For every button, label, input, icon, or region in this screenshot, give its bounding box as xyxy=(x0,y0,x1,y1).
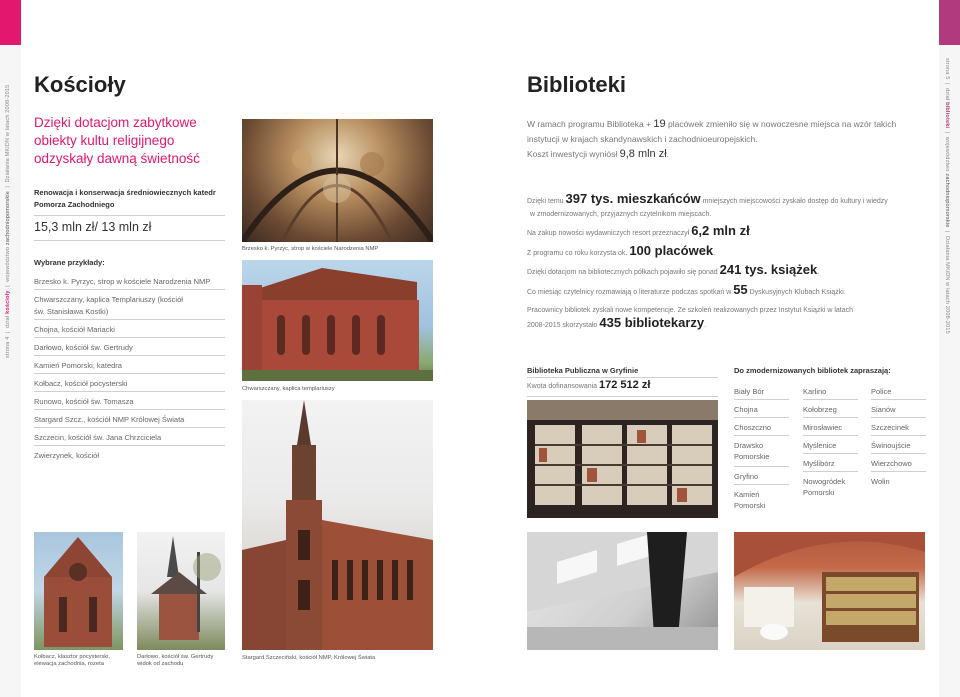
section-name: biblioteki xyxy=(944,102,950,129)
subheading: Renowacja i konserwacja średniowiecznych katedr Pomorza Zachodniego xyxy=(34,188,216,209)
stat-text: Dzięki dotacjom na bibliotecznych półkach pojawiło się ponad xyxy=(527,269,720,276)
stat-text: . xyxy=(704,322,707,329)
brick-room-graphic xyxy=(734,532,925,650)
stargard-caption: Stargard Szczeciński, kościół NMP, Królowej Świata xyxy=(242,655,376,661)
city-item: Chojna xyxy=(734,405,758,414)
stat-text: . xyxy=(817,269,820,276)
list-item: Brzesko k. Pyrzyc, strop w kościele Narodzenia NMP xyxy=(34,277,211,286)
city-item: Myślibórz xyxy=(803,459,835,468)
divider xyxy=(34,215,225,216)
divider xyxy=(803,471,858,472)
city-item: Nowogródek Pomorski xyxy=(803,477,846,497)
list-item: Chwarszczany, kaplica Templariuszy (kościół św. Stanisława Kostki) xyxy=(34,295,183,316)
stargard-church-graphic xyxy=(242,400,433,650)
list-item: Kołbacz, kościół pocysterski xyxy=(34,379,128,388)
chapel-graphic xyxy=(242,260,433,381)
funding-label: Kwota dofinansowania xyxy=(527,383,599,390)
library-intro xyxy=(527,117,917,162)
gryfino-library-photo xyxy=(527,400,718,518)
funding-amount: 15,3 mln zł/ 13 mln zł xyxy=(34,220,152,234)
attic-room-graphic xyxy=(527,532,718,650)
library-shelves-graphic xyxy=(527,400,718,518)
stargard-church-photo xyxy=(242,400,433,650)
divider xyxy=(34,373,225,374)
gryfino-funding xyxy=(527,380,650,392)
right-color-tab xyxy=(939,0,960,45)
divider xyxy=(734,417,789,418)
stat-text: Co miesiąc czytelnicy rozmawiają o literaturze podczas spotkań w xyxy=(527,289,734,296)
city-item: Gryfino xyxy=(734,472,759,481)
list-item: Zwierzynek, kościół xyxy=(34,451,100,460)
cost-value: 9,8 mln zł xyxy=(619,148,667,160)
intro-number: 19 xyxy=(653,118,666,130)
stat-text: w zmodernizowanych, przyjaznych czytelnikom miejscach. xyxy=(530,211,712,218)
stat-residents xyxy=(527,191,888,207)
city-item: Biały Bór xyxy=(734,387,765,396)
kolbacz-graphic xyxy=(34,532,123,650)
city-item: Sianów xyxy=(871,405,896,414)
darlowo-photo xyxy=(137,532,225,650)
left-color-tab xyxy=(0,0,21,45)
chapel-photo xyxy=(242,260,433,381)
list-item: Runowo, kościół św. Tomasza xyxy=(34,397,134,406)
divider xyxy=(34,445,225,446)
stat-librarians xyxy=(527,315,707,331)
footer-label: Działania MKiDN w latach 2008-2015 xyxy=(5,84,11,183)
stat-new-books-funding xyxy=(527,223,752,239)
ceiling-caption: Brzesko k. Pyrzyc, strop w kościele Narodzenia NMP xyxy=(242,246,379,252)
stat-book-clubs xyxy=(527,282,846,298)
list-item: Chojna, kościół Mariacki xyxy=(34,325,115,334)
left-side-strip xyxy=(0,0,21,697)
darlowo-graphic xyxy=(137,532,225,650)
city-item: Drawsko Pomorskie xyxy=(734,441,770,461)
list-item: Stargard Szcz., kościół NMP Królowej Świata xyxy=(34,415,185,424)
gryfino-heading: Biblioteka Publiczna w Gryfinie xyxy=(527,366,639,375)
city-item: Szczecinek xyxy=(871,423,909,432)
stat-number: 6,2 mln zł xyxy=(691,223,750,238)
divider xyxy=(34,319,225,320)
divider xyxy=(803,399,858,400)
stat-number: 397 tys. mieszkańców xyxy=(565,191,701,206)
examples-heading: Wybrane przykłady: xyxy=(34,258,105,267)
divider xyxy=(34,427,225,428)
list-item: Kamień Pomorski, katedra xyxy=(34,361,122,370)
divider xyxy=(871,453,926,454)
section-name: kościoły xyxy=(5,290,11,314)
city-item: Świnoujście xyxy=(871,441,911,450)
divider xyxy=(871,435,926,436)
divider xyxy=(871,399,926,400)
intro-text: W ramach programu Biblioteka + xyxy=(527,119,654,129)
divider xyxy=(34,337,225,338)
attic-library-photo xyxy=(527,532,718,650)
library-title: Biblioteki xyxy=(527,72,627,97)
ceiling-fresco-photo xyxy=(242,119,433,242)
intro-text-continued: placówek zmieniło się w nowoczesne miejsca na wzór takich instytucji w krajach skandynawskich i zachodnioeuropejskich. xyxy=(527,119,897,144)
city-item: Mirosławiec xyxy=(803,423,843,432)
divider xyxy=(34,289,225,290)
divider xyxy=(34,391,225,392)
stat-number: 435 bibliotekarzy xyxy=(599,315,705,330)
city-item: Police xyxy=(871,387,892,396)
page-number: strona 4 xyxy=(5,336,11,358)
voivodeship-prefix: województwo xyxy=(944,136,950,172)
divider xyxy=(34,355,225,356)
stat-text: . xyxy=(749,230,752,237)
divider xyxy=(871,471,926,472)
voivodeship-name: zachodniopomorskie xyxy=(5,191,11,246)
brick-library-photo xyxy=(734,532,925,650)
section-prefix: dział xyxy=(5,315,11,328)
stat-books xyxy=(527,262,820,278)
divider xyxy=(803,435,858,436)
city-item: Karlino xyxy=(803,387,827,396)
page-number: strona 5 xyxy=(944,58,950,80)
stat-text: . xyxy=(713,250,716,257)
voivodeship-prefix: województwo xyxy=(5,246,11,282)
divider xyxy=(734,399,789,400)
divider xyxy=(34,240,225,241)
stat-number: 100 placówek xyxy=(629,243,714,258)
divider xyxy=(734,484,789,485)
city-item: Myślenice xyxy=(803,441,837,450)
right-side-strip xyxy=(939,0,960,697)
divider xyxy=(803,453,858,454)
section-prefix: dział xyxy=(944,88,950,101)
city-item: Wolin xyxy=(871,477,890,486)
stat-institutions xyxy=(527,243,716,259)
divider xyxy=(527,377,718,378)
divider xyxy=(734,466,789,467)
divider xyxy=(871,417,926,418)
list-item: Darłowo, kościół św. Gertrudy xyxy=(34,343,133,352)
list-item: Szczecin, kościół św. Jana Chrzciciela xyxy=(34,433,162,442)
stat-text: Pracownicy bibliotek zyskali nowe kompetencje. Ze szkoleń realizowanych przez Instytut Książki w latach xyxy=(527,307,854,314)
kolbacz-caption: Kołbacz, klasztor pocysterski, elewacja zachodnia, rozeta xyxy=(34,654,111,667)
ceiling-vault-graphic xyxy=(242,119,433,242)
footer-label: Działania MKiDN w latach 2008-2015 xyxy=(944,236,950,334)
stat-text: Dyskusyjnych Klubach Książki. xyxy=(747,289,846,296)
funding-value: 172 512 zł xyxy=(599,379,651,391)
divider xyxy=(527,396,718,397)
city-item: Wierzchowo xyxy=(871,459,912,468)
stat-text: Dzięki temu xyxy=(527,198,566,205)
darlowo-caption: Darłowo, kościół św. Gertrudy widok od zachodu xyxy=(137,654,214,667)
voivodeship-name: zachodniopomorskie xyxy=(944,173,950,228)
divider xyxy=(803,417,858,418)
city-item: Kamień Pomorski xyxy=(734,490,766,510)
stat-number: 55 xyxy=(733,282,748,297)
chapel-caption: Chwarszczany, kaplica templariuszy xyxy=(242,386,335,392)
modern-libraries-heading: Do zmodernizowanych bibliotek zapraszają: xyxy=(734,366,891,375)
left-side-label: strona 4 | dział kościoły | województwo zachodniopomorskie | Działania MKiDN w latach 2008-2015 xyxy=(5,84,11,358)
city-item: Choszczno xyxy=(734,423,772,432)
kolbacz-photo xyxy=(34,532,123,650)
stat-text: Z programu co roku korzysta ok. xyxy=(527,250,630,257)
right-side-label: strona 5 | dział biblioteki | województwo zachodniopomorskie | Działania MKiDN w latach 2008-2015 xyxy=(944,58,950,334)
city-item: Kołobrzeg xyxy=(803,405,837,414)
stat-residents-continued xyxy=(530,210,711,220)
divider xyxy=(734,435,789,436)
stat-text: mniejszych miejscowości zyskało dostęp do kultury i wiedzy xyxy=(700,198,888,205)
stat-text: Na zakup nowości wydawniczych resort przeznaczył xyxy=(527,230,692,237)
lead-text: Dzięki dotacjom zabytkowe obiekty kultu religijnego odzyskały dawną świetność xyxy=(34,115,200,166)
stat-text: 2008-2015 skorzystało xyxy=(527,322,600,329)
page-title: Kościoły xyxy=(34,72,126,97)
divider xyxy=(34,409,225,410)
cost-label: Koszt inwestycji wyniósł xyxy=(527,149,620,159)
stat-number: 241 tys. książek xyxy=(719,262,818,277)
cost-end: . xyxy=(666,149,670,159)
